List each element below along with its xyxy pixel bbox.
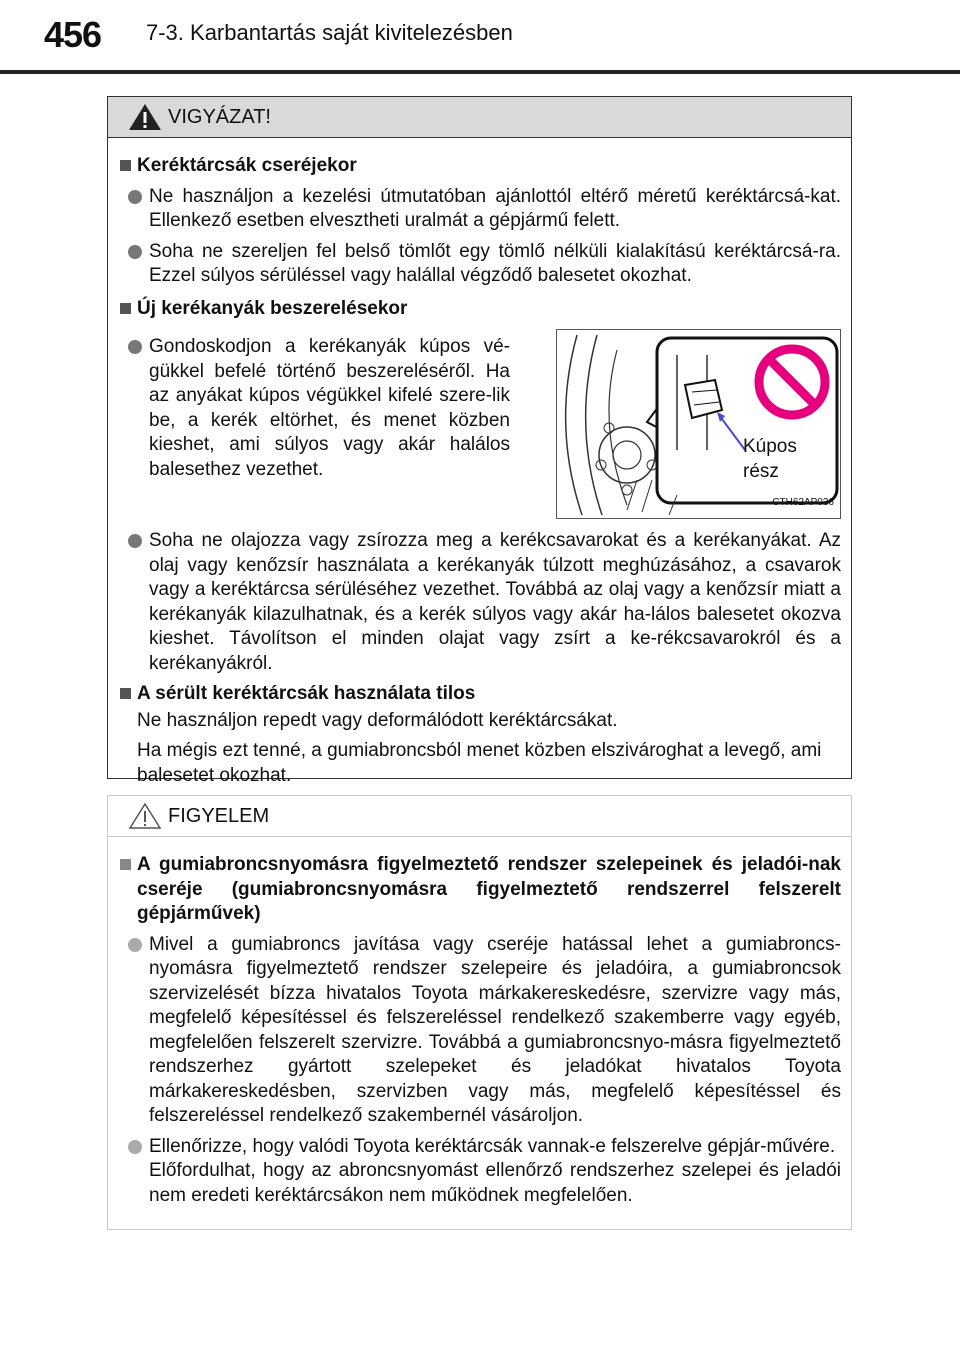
round-bullet-icon (128, 245, 142, 259)
section-heading: A gumiabroncsnyomásra figyelmeztető rendszer szelepeinek és jeladói-nak cseréje (gumiabroncsnyomásra figyelmeztető rendszerrel felszerelt gépjárművek) (120, 853, 841, 927)
page-number: 456 (44, 14, 102, 55)
caution-triangle-icon (128, 802, 162, 830)
body-paragraph: Ha mégis ezt tenné, a gumiabroncsból menet közben elszivároghat a levegő, ami balesetet okozhat. (137, 740, 822, 786)
warning-triangle-icon (128, 103, 162, 131)
figure-label: Kúpos rész (743, 436, 797, 482)
round-bullet-icon (128, 340, 142, 354)
bullet-item: Soha ne szereljen fel belső tömlőt egy tömlő nélküli kialakítású keréktárcsá-ra. Ezzel súlyos sérüléssel vagy halállal végződő balesetet okozhat. (120, 240, 841, 289)
warning-box (107, 96, 852, 786)
bullet-item: Mivel a gumiabroncs javítása vagy cseréje hatással lehet a gumiabroncs-nyomásra figyelmeztető rendszer szelepeire és jeladóira, a gumiabroncsok szervizelését bízza hivatalos Toyota márkakereskedésre, szervizre vagy más, megfelelő képesítéssel és felszereléssel rendelkező szakemberre vagy egyéb, megfelelően felszerelt szervizre. Továbbá a gumiabroncsnyo-másra figyelmeztető rendszerhez gyártott szelepeket és jeladókat hivatalos Toyota márkakereskedésben, szervizben vagy más, megfelelő képesítéssel és felszereléssel rendelkező szakembernél vásároljon. (120, 933, 841, 1129)
round-bullet-icon (128, 938, 142, 952)
round-bullet-icon (128, 534, 142, 548)
warning-header (108, 97, 851, 138)
square-bullet-icon (120, 303, 131, 314)
bullet-item: Ellenőrizze, hogy valódi Toyota keréktárcsák vannak-e felszerelve gépjár-művére. (120, 1135, 841, 1160)
square-bullet-icon (120, 859, 131, 870)
section-heading: A sérült keréktárcsák használata tilos (120, 682, 841, 707)
section-heading: Új kerékanyák beszerelésekor (120, 297, 841, 322)
round-bullet-icon (128, 190, 142, 204)
notice-box (107, 795, 852, 1230)
body-paragraph: Ne használjon repedt vagy deformálódott keréktárcsákat. (137, 709, 618, 731)
square-bullet-icon (120, 688, 131, 699)
square-bullet-icon (120, 160, 131, 171)
body-paragraph: Előfordulhat, hogy az abroncsnyomást ellenőrző rendszerhez szelepei és jeladói nem eredeti keréktárcsákon nem működnek megfelelően. (149, 1160, 841, 1206)
bullet-item: Soha ne olajozza vagy zsírozza meg a kerékcsavarokat és a kerékanyákat. Az olaj vagy kenőzsír használata a kerékanyák túlzott meghúzásához, a csavarok vagy a keréktárcsa sérüléséhez vezethet. Továbbá az olaj vagy a kenőzsír miatt a kerékanyák kilazulhatnak, és a kerék súlyos vagy akár ha-lálos balesetet okozva kieshet. Távolítson el minden olajat vagy zsírt a ke-rékcsavarokról és a kerékanyákról. (120, 529, 841, 676)
warning-title: VIGYÁZAT! (168, 105, 271, 128)
section-heading: Keréktárcsák cseréjekor (120, 154, 841, 179)
bullet-item: Ne használjon a kezelési útmutatóban ajánlottól eltérő méretű keréktárcsá-kat. Ellenkező esetben elvesztheti uralmát a gépjármű felett. (120, 185, 841, 234)
figure-code: CTH62AP036 (772, 496, 834, 508)
bullet-item: Gondoskodjon a kerékanyák kúpos vé-gükkel befelé történő beszereléséről. Ha az anyákat kúpos végükkel kifelé szere-lik be, a kerék eltörhet, és menet közben kieshet, ami súlyos vagy akár halálos balesethez vezethet. (120, 335, 510, 519)
notice-title: FIGYELEM (168, 804, 270, 827)
header-rule (0, 70, 960, 74)
notice-header (108, 796, 851, 837)
chapter-title: 7-3. Karbantartás saját kivitelezésben (146, 20, 513, 45)
wheel-nut-figure (556, 329, 841, 519)
round-bullet-icon (128, 1140, 142, 1154)
